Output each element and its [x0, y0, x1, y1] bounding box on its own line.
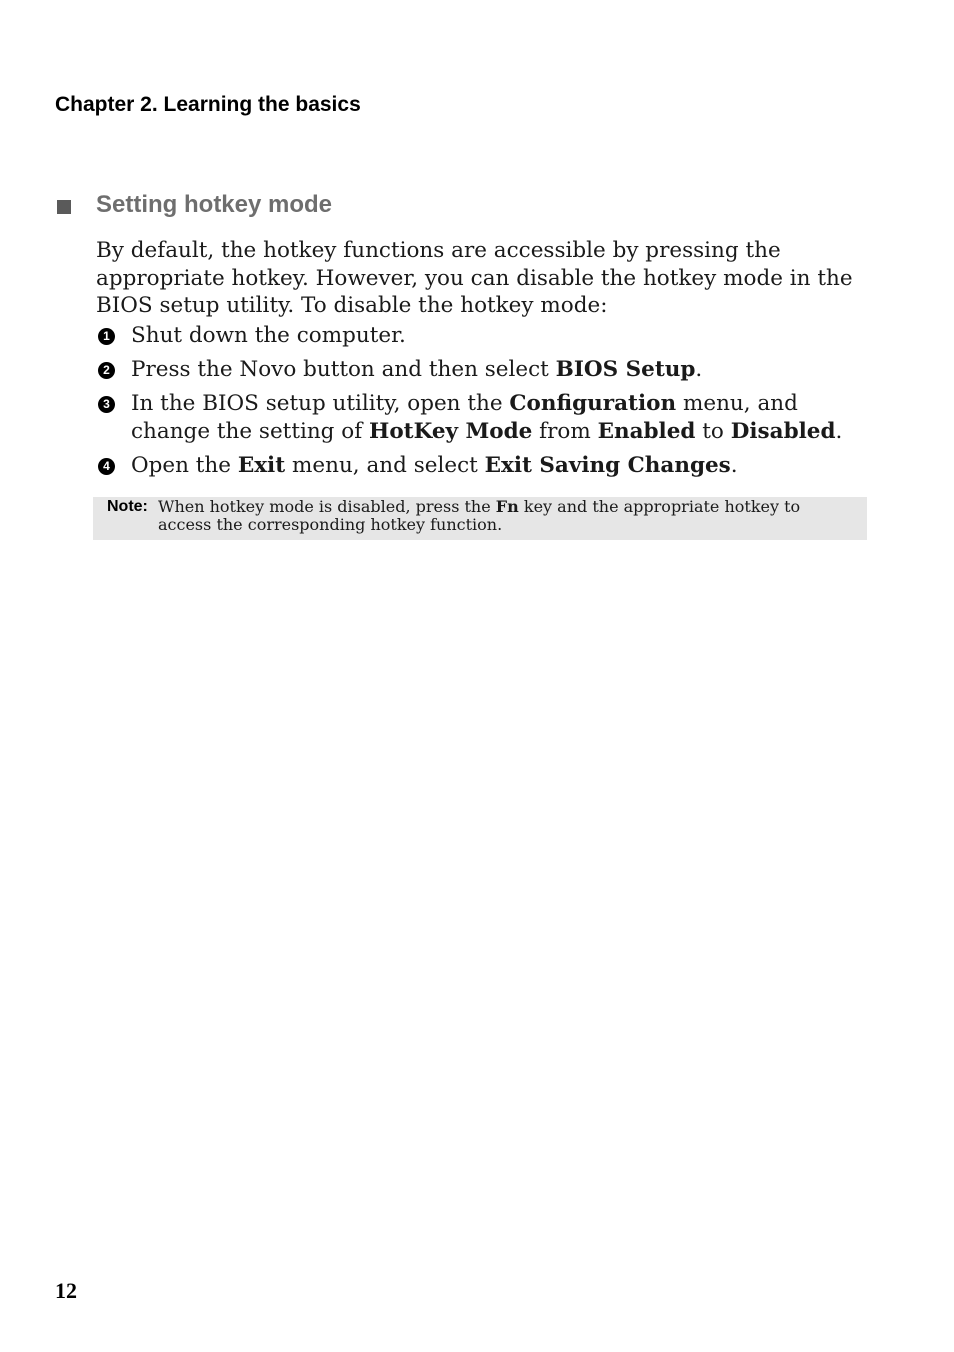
section-title: Setting hotkey mode [96, 191, 333, 218]
step-3 [96, 390, 871, 446]
page-number: 12 [55, 1278, 77, 1303]
step-2 [96, 356, 871, 384]
note-text: When hotkey mode is disabled, press the Fn key and the appropriate hotkey to access the corresponding hotkey function. [158, 497, 801, 534]
step-number-icon: 2 [98, 362, 115, 379]
chapter-heading: Chapter 2. Learning the basics [55, 93, 361, 116]
step-text: Shut down the computer. [131, 323, 406, 348]
step-text: Press the Novo button and then select BIOS Setup. [131, 357, 703, 382]
step-1 [96, 322, 871, 350]
step-text: Open the Exit menu, and select Exit Saving Changes. [131, 453, 738, 478]
step-number-icon: 4 [98, 458, 115, 475]
step-4 [96, 452, 871, 480]
note-label: Note: [107, 498, 148, 515]
note-box [93, 497, 867, 540]
section-bullet-icon [57, 200, 71, 214]
intro-paragraph: By default, the hotkey functions are accessible by pressing the appropriate hotkey. However, you can disable the hotkey mode in the BIOS setup utility. To disable the hotkey mode: [96, 238, 853, 318]
step-text: In the BIOS setup utility, open the Configuration menu, and change the setting of HotKey Mode from Enabled to Disabled. [131, 391, 843, 444]
step-number-icon: 1 [98, 328, 115, 345]
step-number-icon: 3 [98, 396, 115, 413]
